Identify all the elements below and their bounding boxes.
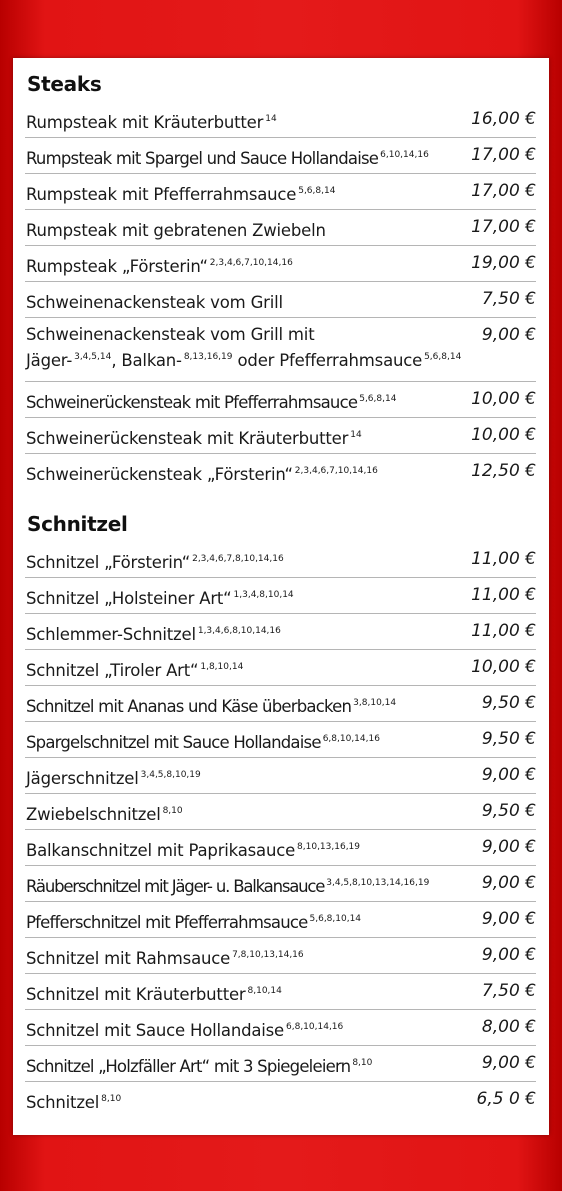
item-price: 9,00 € bbox=[481, 765, 536, 785]
item-name: Schweinerückensteak mit Pfefferrahmsauce $^{5,6,8,14}$ bbox=[26, 393, 397, 412]
item-name: Rumpsteak „Försterin“ $^{2,3,4,6,7,10,14,16}$ bbox=[26, 257, 293, 276]
allergen-codes: 5,6,8,14 bbox=[424, 352, 462, 362]
allergen-codes: 7,8,10,13,14,16 bbox=[232, 950, 304, 960]
menu-card bbox=[13, 58, 549, 1135]
item-price: 9,00 € bbox=[481, 325, 536, 345]
item-name: Schnitzel „Försterin“ $^{2,3,4,6,7,8,10,14,16}$ bbox=[26, 553, 284, 572]
item-name: Schweinenackensteak vom Grill bbox=[26, 293, 283, 312]
item-price: 6,5 0 € bbox=[476, 1089, 536, 1109]
menu-item bbox=[25, 174, 536, 210]
item-price: 9,50 € bbox=[481, 801, 536, 821]
item-name: Schweinerückensteak „Försterin“ $^{2,3,4,6,7,10,14,16}$ bbox=[26, 465, 378, 484]
menu-item bbox=[25, 246, 536, 282]
allergen-codes: 2,3,4,6,7,8,10,14,16 bbox=[192, 554, 284, 564]
menu-item bbox=[25, 866, 536, 902]
item-price: 10,00 € bbox=[471, 425, 536, 445]
item-name: Rumpsteak mit Spargel und Sauce Hollandaise $^{6,10,14,16}$ bbox=[26, 149, 429, 168]
menu-item bbox=[25, 210, 536, 246]
menu-item bbox=[25, 382, 536, 418]
menu-item bbox=[25, 1010, 536, 1046]
allergen-codes: 8,10,14 bbox=[247, 986, 282, 996]
schnitzel-list bbox=[25, 542, 536, 1118]
menu-item bbox=[25, 138, 536, 174]
allergen-codes: 8,13,16,19 bbox=[183, 352, 233, 362]
menu-item bbox=[25, 454, 536, 490]
allergen-codes: 2,3,4,6,7,10,14,16 bbox=[209, 258, 293, 268]
menu-item bbox=[25, 102, 536, 138]
item-name: Balkanschnitzel mit Paprikasauce $^{8,10,13,16,19}$ bbox=[26, 841, 361, 860]
item-price: 11,00 € bbox=[471, 549, 536, 569]
menu-item bbox=[25, 902, 536, 938]
item-name: Schnitzel mit Rahmsauce $^{7,8,10,13,14,16}$ bbox=[26, 949, 304, 968]
allergen-codes: 6,8,10,14,16 bbox=[286, 1022, 344, 1032]
item-price: 12,50 € bbox=[471, 461, 536, 481]
allergen-codes: 1,3,4,6,8,10,14,16 bbox=[197, 626, 281, 636]
item-price: 9,00 € bbox=[481, 873, 536, 893]
item-price: 9,00 € bbox=[481, 837, 536, 857]
item-price: 17,00 € bbox=[471, 181, 536, 201]
item-price: 16,00 € bbox=[471, 109, 536, 129]
item-price: 9,00 € bbox=[481, 945, 536, 965]
menu-item bbox=[25, 794, 536, 830]
allergen-codes: 2,3,4,6,7,10,14,16 bbox=[294, 466, 378, 476]
item-name: Rumpsteak mit gebratenen Zwiebeln bbox=[26, 221, 326, 240]
item-name: Schweinenackensteak vom Grill mit Jäger- $^{3,4,5,14}$, Balkan- $^{8,13,16,19}$ oder Pfefferrahmsauce $^{5,6,8,14}$ bbox=[26, 325, 462, 370]
allergen-codes: 14 bbox=[265, 114, 277, 124]
menu-item bbox=[25, 1046, 536, 1082]
allergen-codes: 1,3,4,8,10,14 bbox=[233, 590, 294, 600]
item-price: 10,00 € bbox=[471, 657, 536, 677]
allergen-codes: 3,4,5,14 bbox=[74, 352, 112, 362]
menu-item bbox=[25, 282, 536, 318]
item-name: Schnitzel „Holzfäller Art“ mit 3 Spiegeleiern $^{8,10}$ bbox=[26, 1057, 373, 1076]
allergen-codes: 1,8,10,14 bbox=[200, 662, 244, 672]
item-price: 8,00 € bbox=[481, 1017, 536, 1037]
allergen-codes: 6,10,14,16 bbox=[380, 150, 429, 160]
allergen-codes: 14 bbox=[350, 430, 362, 440]
item-name: Schnitzel $^{8,10}$ bbox=[26, 1093, 122, 1112]
item-price: 11,00 € bbox=[471, 621, 536, 641]
item-name: Schnitzel mit Kräuterbutter $^{8,10,14}$ bbox=[26, 985, 282, 1004]
item-name: Jägerschnitzel $^{3,4,5,8,10,19}$ bbox=[26, 769, 201, 788]
item-price: 19,00 € bbox=[471, 253, 536, 273]
menu-item bbox=[25, 418, 536, 454]
steaks-list bbox=[25, 102, 536, 490]
item-name: Pfefferschnitzel mit Pfefferrahmsauce $^{5,6,8,10,14}$ bbox=[26, 913, 362, 932]
menu-item bbox=[25, 938, 536, 974]
item-price: 7,50 € bbox=[481, 981, 536, 1001]
item-price: 17,00 € bbox=[471, 145, 536, 165]
allergen-codes: 5,6,8,10,14 bbox=[309, 914, 362, 924]
allergen-codes: 3,4,5,8,10,19 bbox=[140, 770, 201, 780]
menu-item bbox=[25, 758, 536, 794]
allergen-codes: 5,6,8,14 bbox=[359, 394, 397, 404]
item-price: 9,50 € bbox=[481, 729, 536, 749]
allergen-codes: 5,6,8,14 bbox=[298, 186, 336, 196]
item-price: 9,50 € bbox=[481, 693, 536, 713]
item-name: Schnitzel mit Ananas und Käse überbacken $^{3,8,10,14}$ bbox=[26, 697, 397, 716]
item-name: Schnitzel mit Sauce Hollandaise $^{6,8,10,14,16}$ bbox=[26, 1021, 344, 1040]
menu-item bbox=[25, 578, 536, 614]
item-price: 11,00 € bbox=[471, 585, 536, 605]
menu-item bbox=[25, 614, 536, 650]
allergen-codes: 3,4,5,8,10,13,14,16,19 bbox=[326, 878, 430, 888]
item-name: Schnitzel „Tiroler Art“ $^{1,8,10,14}$ bbox=[26, 661, 244, 680]
item-name: Spargelschnitzel mit Sauce Hollandaise $^{6,8,10,14,16}$ bbox=[26, 733, 380, 752]
menu-item bbox=[25, 1082, 536, 1118]
item-name: Zwiebelschnitzel $^{8,10}$ bbox=[26, 805, 183, 824]
item-name: Rumpsteak mit Kräuterbutter $^{14}$ bbox=[26, 113, 277, 132]
item-name: Rumpsteak mit Pfefferrahmsauce $^{5,6,8,14}$ bbox=[26, 185, 336, 204]
menu-item bbox=[25, 830, 536, 866]
item-name: Schweinerückensteak mit Kräuterbutter $^{14}$ bbox=[26, 429, 362, 448]
menu-item bbox=[25, 722, 536, 758]
item-name: Schlemmer-Schnitzel $^{1,3,4,6,8,10,14,16}$ bbox=[26, 625, 281, 644]
allergen-codes: 6,8,10,14,16 bbox=[322, 734, 380, 744]
section-title-schnitzel: Schnitzel bbox=[27, 512, 128, 536]
menu-item bbox=[25, 318, 536, 382]
item-name: Schnitzel „Holsteiner Art“ $^{1,3,4,8,10,14}$ bbox=[26, 589, 294, 608]
allergen-codes: 8,10 bbox=[101, 1094, 122, 1104]
item-price: 9,00 € bbox=[481, 909, 536, 929]
item-price: 17,00 € bbox=[471, 217, 536, 237]
allergen-codes: 8,10,13,16,19 bbox=[297, 842, 361, 852]
item-name: Räuberschnitzel mit Jäger- u. Balkansauce $^{3,4,5,8,10,13,14,16,19}$ bbox=[26, 877, 430, 896]
allergen-codes: 8,10 bbox=[352, 1058, 373, 1068]
item-price: 10,00 € bbox=[471, 389, 536, 409]
menu-item bbox=[25, 542, 536, 578]
allergen-codes: 3,8,10,14 bbox=[353, 698, 397, 708]
allergen-codes: 8,10 bbox=[162, 806, 183, 816]
item-price: 9,00 € bbox=[481, 1053, 536, 1073]
item-price: 7,50 € bbox=[481, 289, 536, 309]
menu-item bbox=[25, 974, 536, 1010]
section-title-steaks: Steaks bbox=[27, 72, 102, 96]
menu-item bbox=[25, 650, 536, 686]
menu-item bbox=[25, 686, 536, 722]
